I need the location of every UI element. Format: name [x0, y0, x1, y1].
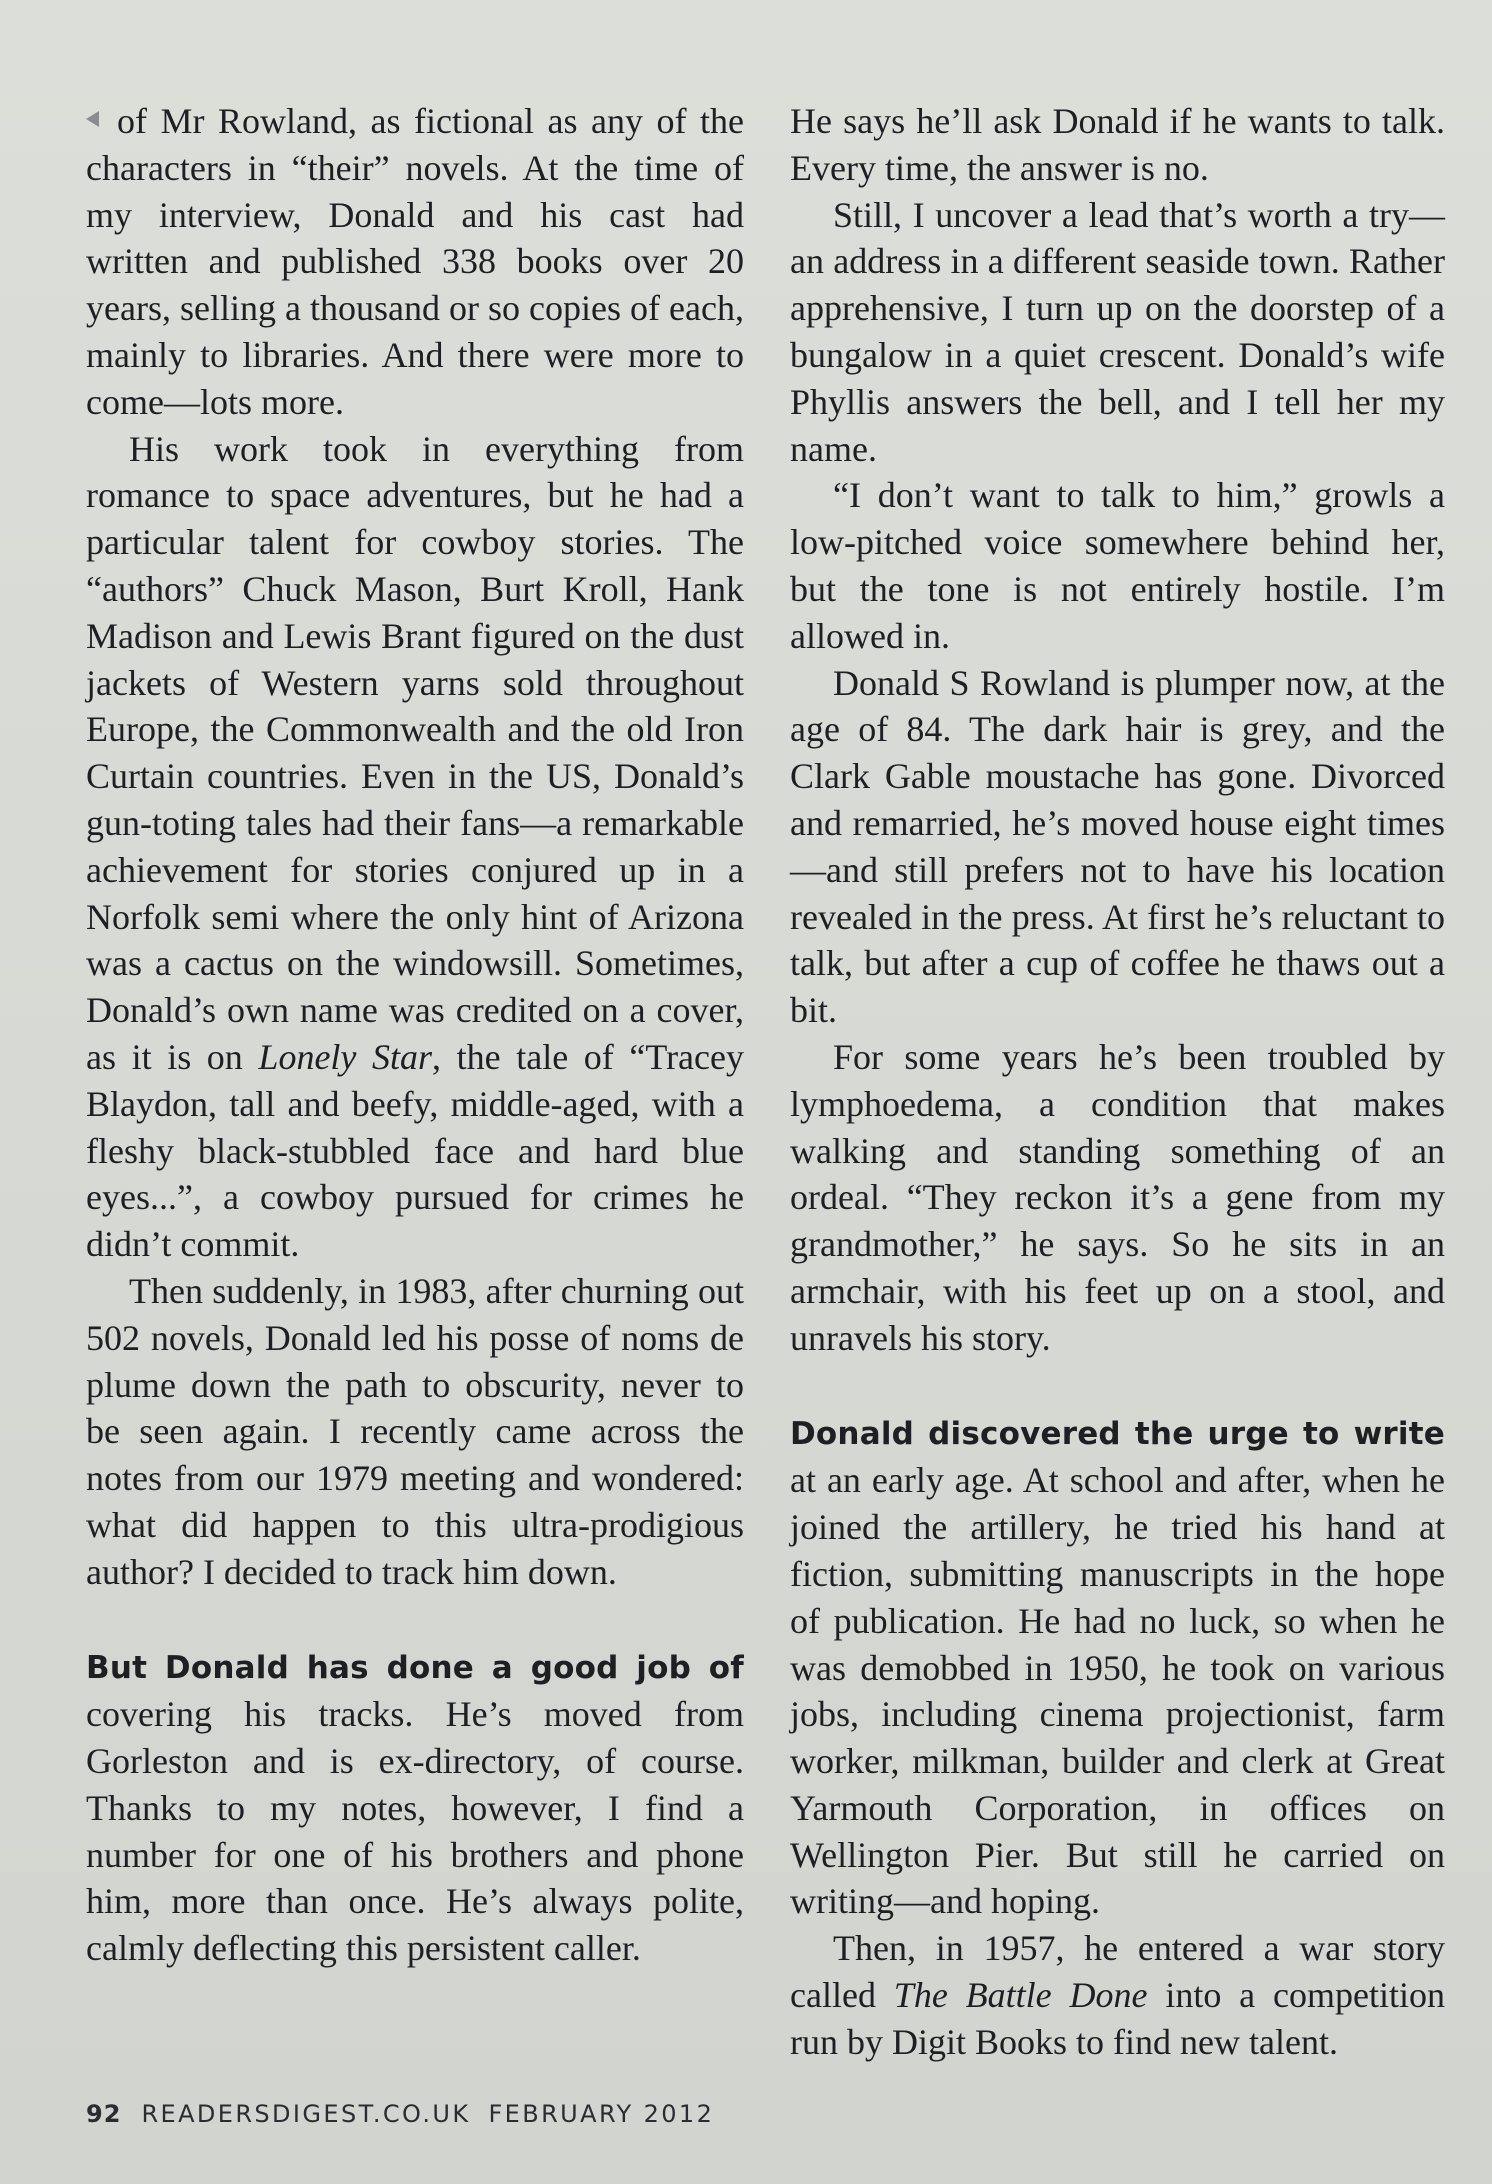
paragraph	[86, 426, 744, 1268]
paragraph	[790, 1034, 1445, 1362]
paragraph-text: For some years he’s been troubled by lymphoedema, a condition that makes walking and standing something of an ordeal. “They reckon it’s a gene from my grandmother,” he says. So he sits in an armchair, with his feet up on a stool, and unravels his story.	[790, 1036, 1445, 1358]
section-lead-in: But Donald has done a good job of	[86, 1649, 744, 1686]
book-title: Lonely Star	[258, 1036, 433, 1077]
page-number: 92	[86, 2100, 122, 2128]
right-column	[790, 98, 1445, 2066]
paragraph	[790, 472, 1445, 659]
paragraph-text: Then suddenly, in 1983, after churning out 502 novels, Donald led his posse of noms de plume down the path to obscurity, never to be seen again. I recently came across the notes from our 1979 meeting and wondered: what did happen to this ultra-prodigious author? I decided to track him down.	[86, 1270, 744, 1592]
footer-site: READERSDIGEST.CO.UK	[141, 2100, 471, 2128]
continuation-arrow-icon	[86, 111, 99, 127]
paragraph-text: Still, I uncover a lead that’s worth a try—an address in a different seaside town. Rather apprehensive, I turn up on the doorstep of a bungalow in a quiet crescent. Donald’s wife Phyllis answers the bell, and I tell her my name.	[790, 194, 1445, 469]
section-paragraph	[790, 1409, 1445, 1926]
paragraph-text: He says he’ll ask Donald if he wants to talk. Every time, the answer is no.	[790, 101, 1445, 188]
paragraph	[790, 660, 1445, 1034]
paragraph-text: , the tale of “Tracey Blaydon, tall and beefy, middle-aged, with a fleshy black-stubbled face and hard blue eyes...”, a cowboy pursued for crimes he didn’t commit.	[86, 1036, 744, 1265]
paragraph-text: into a competition run by Digit Books to find new talent.	[790, 1975, 1445, 2062]
paragraph-text: “I don’t want to talk to him,” growls a low-pitched voice somewhere behind her, but the tone is not entirely hostile. I’m allowed in.	[790, 475, 1445, 656]
paragraph-text: Then, in 1957, he entered a war story called	[790, 1928, 1445, 2016]
paragraph	[790, 98, 1445, 192]
left-column	[86, 98, 744, 1972]
footer-issue: FEBRUARY 2012	[488, 2100, 715, 2128]
paragraph-text: of Mr Rowland, as fictional as any of the characters in “their” novels. At the time of my interview, Donald and his cast had written and published 338 books over 20 years, selling a thousand or so copies of each, mainly to libraries. And there were more to come—lots more.	[86, 101, 744, 422]
paragraph	[86, 98, 744, 426]
page-footer	[86, 2100, 714, 2128]
paragraph	[790, 1925, 1445, 2065]
paragraph-text: Donald S Rowland is plumper now, at the age of 84. The dark hair is grey, and the Clark Gable moustache has gone. Divorced and remarried, he’s moved house eight times—and still prefers not to have his location revealed in the press. At first he’s reluctant to talk, but after a cup of coffee he thaws out a bit.	[790, 662, 1445, 1031]
paragraph-text: covering his tracks. He’s moved from Gorleston and is ex-directory, of course. Thanks to my notes, however, I find a number for one of his brothers and phone him, more than once. He’s always polite, calmly deflecting this persistent caller.	[86, 1694, 744, 1969]
section-paragraph	[86, 1643, 744, 1973]
paragraph	[790, 192, 1445, 473]
paragraph-text: at an early age. At school and after, when he joined the artillery, he tried his hand at fiction, submitting manuscripts in the hope of publication. He had no luck, so when he was demobbed in 1950, he took on various jobs, including cinema projectionist, farm worker, milkman, builder and clerk at Great Yarmouth Corporation, in offices on Wellington Pier. But still he carried on writing—and hoping.	[790, 1460, 1445, 1922]
book-title: The Battle Done	[893, 1975, 1148, 2016]
paragraph	[86, 1268, 744, 1596]
paragraph-text: His work took in everything from romance to space adventures, but he had a particular talent for cowboy stories. The “authors” Chuck Mason, Burt Kroll, Hank Madison and Lewis Brant figured on the dust jackets of Western yarns sold throughout Europe, the Commonwealth and the old Iron Curtain countries. Even in the US, Donald’s gun-toting tales had their fans—a remarkable achievement for stories conjured up in a Norfolk semi where the only hint of Arizona was a cactus on the windowsill. Sometimes, Donald’s own name was credited on a cover, as it is on	[86, 428, 744, 1077]
section-lead-in: Donald discovered the urge to write	[790, 1415, 1445, 1452]
